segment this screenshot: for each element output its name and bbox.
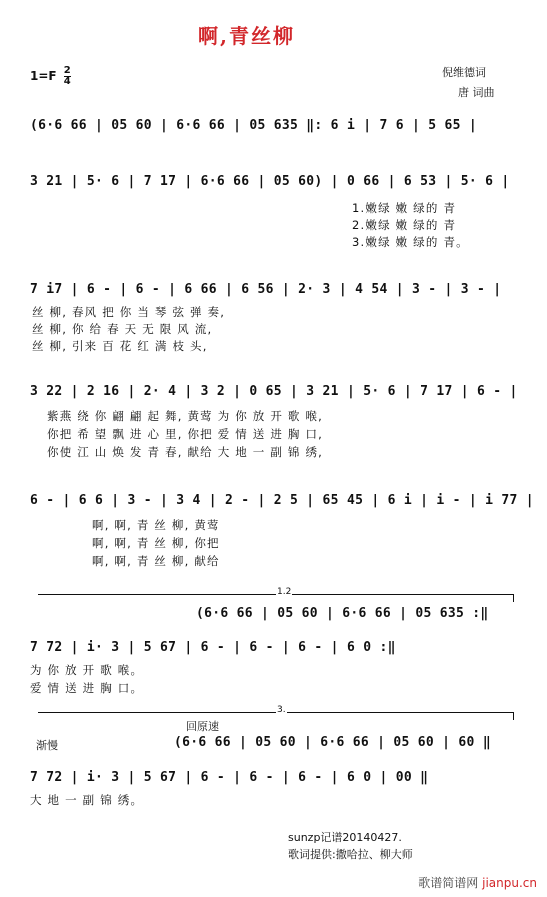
- ending-bracket-1-2: [38, 587, 514, 602]
- lyricist-credit: 倪维德词: [442, 66, 486, 79]
- watermark-site-url: jianpu.cn: [482, 876, 537, 890]
- row-5-verse-1: 啊, 啊, 青 丝 柳, 黄莺: [92, 518, 220, 532]
- row-6-verse-2: 爱 情 送 进 胸 口。: [30, 681, 144, 695]
- interlude-row-2: (6·6 66 | 05 60 | 6·6 66 | 05 60 | 60 ‖: [174, 735, 491, 750]
- row-3-verse-3: 丝 柳, 引来 百 花 红 满 枝 头,: [32, 339, 208, 353]
- tempo-marking-a-tempo: 回原速: [186, 720, 219, 733]
- row-5-verse-3: 啊, 啊, 青 丝 柳, 献给: [92, 554, 220, 568]
- row-5-verse-2: 啊, 啊, 青 丝 柳, 你把: [92, 536, 220, 550]
- verse-2-line: 2.嫩绿 嫩 绿的 青: [352, 218, 457, 232]
- score-row-5: 6 - | 6 6 | 3 - | 3 4 | 2 - | 2 5 | 65 45 | 6 i | i - | i 77 |: [30, 493, 534, 508]
- transcriber-note: sunzp记谱20140427.: [288, 831, 402, 844]
- ending-label-3: 3.: [277, 705, 286, 715]
- row-3-verse-2: 丝 柳, 你 给 春 天 无 限 风 流,: [32, 322, 213, 336]
- key-signature: [30, 66, 71, 87]
- interlude-row-1: (6·6 66 | 05 60 | 6·6 66 | 05 635 :‖: [196, 606, 489, 621]
- watermark-site-name: 歌谱简谱网: [418, 876, 479, 890]
- time-signature: [64, 66, 71, 87]
- row-4-verse-3: 你使 江 山 焕 发 青 春, 献给 大 地 一 副 锦 绣,: [47, 445, 324, 459]
- ending-label-1-2: 1.2: [277, 587, 292, 597]
- page-title: 啊,青丝柳: [198, 24, 295, 48]
- tempo-marking-ritardando: 渐慢: [36, 739, 58, 752]
- row-6-verse-1: 为 你 放 开 歌 喉。: [30, 663, 144, 677]
- row-3-verse-1: 丝 柳, 春风 把 你 当 琴 弦 弹 奏,: [32, 305, 226, 319]
- time-numerator: 2: [63, 65, 71, 76]
- score-row-7: 7 72 | i· 3 | 5 67 | 6 - | 6 - | 6 - | 6 0 | 00 ‖: [30, 770, 429, 785]
- verse-3-line: 3.嫩绿 嫩 绿的 青。: [352, 235, 469, 249]
- score-row-3: 7 i7 | 6 - | 6 - | 6 66 | 6 56 | 2· 3 | 4 54 | 3 - | 3 - |: [30, 282, 502, 297]
- score-row-1: (6·6 66 | 05 60 | 6·6 66 | 05 635 ‖: 6 i | 7 6 | 5 65 |: [30, 118, 477, 133]
- row-4-verse-1: 紫燕 绕 你 翩 翩 起 舞, 黄莺 为 你 放 开 歌 喉,: [47, 409, 324, 423]
- row-4-verse-2: 你把 希 望 飘 进 心 里, 你把 爱 情 送 进 胸 口,: [47, 427, 324, 441]
- row-7-verse-1: 大 地 一 副 锦 绣。: [30, 793, 144, 807]
- lyrics-source-note: 歌词提供:撒哈拉、柳大师: [288, 848, 413, 861]
- ending-bracket-3: [38, 705, 514, 720]
- verse-1-line: 1.嫩绿 嫩 绿的 青: [352, 201, 457, 215]
- key-label: 1=F: [30, 69, 57, 83]
- score-row-4: 3 22 | 2 16 | 2· 4 | 3 2 | 0 65 | 3 21 | 5· 6 | 7 17 | 6 - |: [30, 384, 518, 399]
- score-row-6: 7 72 | i· 3 | 5 67 | 6 - | 6 - | 6 - | 6 0 :‖: [30, 640, 396, 655]
- site-watermark: [418, 874, 537, 891]
- time-denominator: 4: [63, 76, 71, 87]
- composer-credit: 唐 词曲: [458, 86, 495, 99]
- score-row-2: 3 21 | 5· 6 | 7 17 | 6·6 66 | 05 60) | 0 66 | 6 53 | 5· 6 |: [30, 174, 510, 189]
